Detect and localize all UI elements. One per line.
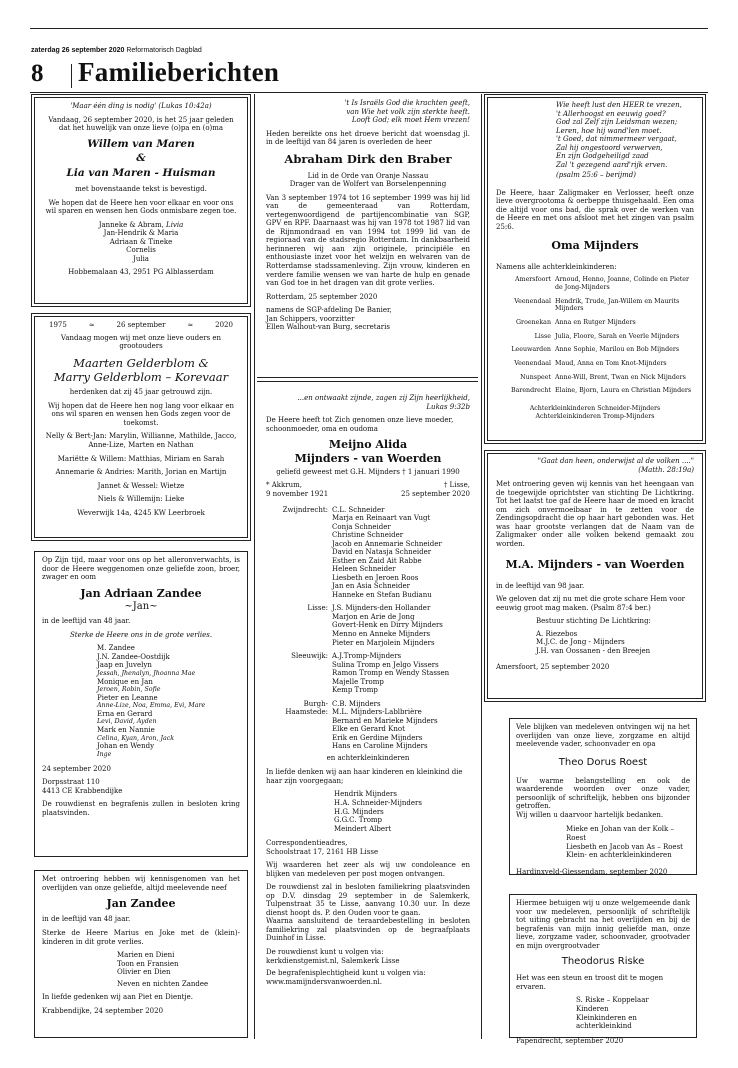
notice-titles: Lid in de Orde van Oranje Nassau Drager van de Wolfert van Borselenpenning	[289, 171, 447, 189]
family-line: Jan-Hendrik & Maria	[103, 229, 179, 238]
header-date: zaterdag 26 september 2020	[31, 47, 125, 54]
family-line: Inge	[97, 750, 112, 758]
notice-place-date: Hardinxveld-Giessendam, september 2020	[516, 867, 668, 876]
notice-grandkids: en achterkleinkinderen	[326, 753, 410, 762]
notice-name: Theodorus Riske	[561, 956, 645, 968]
family-line: J.N. Zandee-Oostdijk	[97, 652, 170, 661]
family-line: Mark en Nannie	[97, 726, 155, 735]
board-list: Bestuur stichting De Lichtkring: A. Riezebos M.J.C. de Jong - Mijnders J.H. van Oossanen - den Breejen	[536, 617, 651, 655]
notice-verse: 't Is Israëls God die krachten geeft, van Wie het volk zijn sterkte heeft. Looft God; elk moet Hem vrezen!	[344, 99, 470, 125]
notice-text: Wij waarderen het zeer als wij uw condoleance en blijken van medeleven per post mogen ontvangen.	[266, 861, 470, 878]
notice-name: Maarten Gelderblom & Marry Gelderblom – Korevaar	[53, 355, 229, 384]
family-line: Pieter en Leanne	[97, 693, 158, 702]
notice-intro: Vandaag mogen wij met onze lieve ouders en grootouders	[60, 333, 222, 351]
notice-funeral: De rouwdienst en begrafenis zullen in besloten kring plaatsvinden.	[42, 800, 240, 817]
notice-address: Weverwijk 14a, 4245 KW Leerbroek	[77, 508, 205, 517]
header-bottom-rule	[30, 92, 708, 93]
family-line: M. Zandee	[97, 644, 135, 653]
notice-amp: &	[136, 152, 146, 165]
correspondence-address: Correspondentieadres, Schoolstraat 17, 2161 HB Lisse	[266, 839, 379, 856]
notice-name: Meijno Alida Mijnders - van Woerden	[294, 438, 442, 465]
notice-stream: De rouwdienst kunt u volgen via: kerkdienstgemist.nl, Salemkerk Lisse	[266, 947, 400, 965]
family-group: Veenendaal Hendrik, Trude, Jan-Willem en Maurits Mijnders	[514, 297, 680, 313]
family-line: Niels & Willemijn: Lieke	[97, 495, 185, 504]
notice-memory: In liefde denken wij aan haar kinderen en kleinkind die haar zijn voorgegaan;	[266, 768, 463, 785]
notice-text: Namens alle achterkleinkinderen:	[496, 262, 617, 271]
family-line: Levi, David, Ayden	[97, 718, 157, 726]
notice-closing: Achterkleinkinderen Schneider-Mijnders Achterkleinkinderen Tromp-Mijnders	[529, 405, 661, 420]
header-dateline	[31, 47, 202, 54]
notice-divider	[257, 377, 478, 378]
notice-verse: "Gaat dan heen, onderwijst al de volken ...." (Matth. 28:19a)	[537, 457, 694, 474]
family-group: Sleeuwijk: A.J.Tromp-Mijnders Sulina Tromp en Jelgo Vissers Ramon Tromp en Wendy Stassen Majelle Tromp Kemp Tromp	[291, 652, 450, 695]
anniversary-dates: 1975 ≈ 26 september ≈ 2020	[49, 321, 233, 329]
memorial-website-link[interactable]: www.mamijndersvanwoerden.nl.	[266, 977, 382, 986]
notice-intro: Heden bereikte ons het droeve bericht dat woensdag jl. in de leeftijd van 84 jaren is overleden de heer	[266, 129, 470, 147]
notice-service: De rouwdienst zal in besloten familiekring plaatsvinden op D.V. dinsdag 29 september in de Salemkerk, Tulpenstraat 35 te Lisse, aanvang 10.30 uur. In deze dienst hoopt ds. P. den Ouden voor te gaan.	[266, 883, 470, 917]
header-paper: Reformatorisch Dagblad	[126, 47, 202, 54]
family-list: Mieke en Johan van der Kolk – Roest Liesbeth en Jacob van As – Roest Klein- en achterkleinkinderen	[566, 825, 683, 860]
notice-text: Het was een steun en troost dit te mogen ervaren.	[516, 974, 664, 991]
notice-van-maren	[34, 97, 248, 304]
notice-body: Van 3 september 1974 tot 16 september 1999 was hij lid van de gemeenteraad van Rotterdam, vertegenwoordigend de partijencombinatie van SGP, GPV en RPF. Daarnaast was hij van 1978 tot 1987 lid van de Rijnmondraad en van 1994 tot 1999 lid van de regioraad van de stadsregio Rotterdam. In dankbaarheid herinneren wij aan zijn originele, principiële en enthousiaste inzet voor het welzijn en welvaren van de Rotterdamse stadssamenleving. Zijn vrouw, kinderen en verdere familie wensen we van harte de hulp en genade van God toe in het dragen van dit grote verlies.	[266, 193, 470, 288]
notice-jan-zandee	[34, 870, 248, 1038]
family-line: Annemarie & Andries: Marith, Jorian en Martijn	[55, 468, 227, 477]
notice-name: Theo Dorus Roest	[558, 756, 648, 768]
family-list: S. Riske – Koppelaar Kinderen Kleinkinderen en achterkleinkind	[576, 996, 649, 1031]
notice-verse: Sterke de Heere ons in de grote verlies.	[69, 630, 213, 639]
notice-place-date: Rotterdam, 25 september 2020	[266, 292, 378, 301]
notice-verse-ref: (psalm 25:6 – berijmd)	[556, 171, 636, 180]
notice-intro: Vandaag, 26 september 2020, is het 25 jaar geleden dat het huwelijk van onze lieve (o)pa en (o)ma	[48, 115, 234, 133]
family-line: Monique en Jan	[97, 677, 153, 686]
notice-age: in de leeftijd van 48 jaar.	[42, 617, 131, 626]
notice-place-date: Papendrecht, september 2020	[516, 1036, 624, 1045]
notice-address: Hobbemalaan 43, 2951 PG Alblasserdam	[68, 268, 214, 277]
family-line: Mariëtte & Willem: Matthias, Miriam en Sarah	[57, 454, 225, 463]
notice-name: Lia van Maren - Huisman	[66, 167, 216, 180]
notice-roest	[509, 718, 697, 875]
notice-name: Jan Adriaan Zandee	[80, 586, 202, 600]
family-line: Anne-Lize, Noa, Emma, Evi, Mare	[97, 702, 206, 710]
notice-address: Dorpsstraat 110 4413 CE Krabbendijke	[42, 778, 123, 795]
notice-intro: De Heere, haar Zaligmaker en Verlosser, heeft onze lieve overgrootoma & oerbeppe thuisgehaald. Een oma die altijd voor ons bad, die sprak over de werken van de Heere en met ons afsloot met het zingen van psalm 25:6.	[496, 188, 694, 231]
notice-name: M.A. Mijnders - van Woerden	[505, 558, 685, 572]
family-group: Amersfoort Arnoud, Henno, Joanne, Colinde en Pieter de Jong-Mijnders	[515, 276, 690, 292]
notice-gelderblom	[34, 316, 248, 538]
family-list	[42, 644, 240, 758]
family-line: Janneke & Abram, Livia	[98, 220, 184, 229]
notice-nickname: ~Jan~	[124, 601, 158, 612]
family-line: Jessah, Jhenalyn, Jhoanna Mae	[97, 669, 196, 677]
family-group: Nunspeet Anne-Will, Brent, Twan en Nick Mijnders	[520, 373, 686, 381]
family-line: Neven en nichten Zandee	[117, 979, 209, 988]
family-group: Burgh-Haamstede: C.B. Mijnders M.L. Mijnders-Lablbrière Bernard en Marieke Mijnders Elke en Gerard Knot Erik en Gerdine Mijnders Hans en Caroline Mijnders	[285, 699, 438, 751]
family-line: Cornelis	[126, 246, 156, 255]
notice-divider	[257, 381, 478, 382]
notice-burial: Waarna aansluitend de teraardebestelling in besloten familiekring zal plaatsvinden op de begraafplaats Duinhof in Lisse.	[266, 917, 470, 943]
notice-place-date: Amersfoort, 25 september 2020	[496, 663, 610, 672]
section-title: Familieberichten	[78, 57, 280, 87]
family-group: Zwijndrecht: C.L. Schneider Marja en Reinaart van Vugt Conja Schneider Christine Schneider Jacob en Annemarie Schneider David en Natasja Schneider Esther en Zaid Ait Rabbe Heleen Schneider Liesbeth en Jeroen Roos Jan en Asia Schneider Hanneke en Stefan Budianu	[282, 505, 442, 599]
notice-intro: Op Zijn tijd, maar voor ons op het alleronverwachts, is door de Heere weggenomen onze geliefde zoon, broer, zwager en oom	[42, 556, 240, 582]
notice-name: Abraham Dirk den Braber	[284, 151, 452, 166]
notice-date: 24 september 2020	[42, 764, 111, 773]
notice-place-date: Krabbendijke, 24 september 2020	[42, 1006, 164, 1015]
notice-age: in de leeftijd van 48 jaar.	[42, 915, 131, 924]
family-line: Jeroen, Robin, Sofie	[97, 686, 161, 694]
notice-lichtkring	[487, 453, 703, 699]
notice-text: met bovenstaande tekst is bevestigd.	[75, 184, 207, 193]
notice-text: We hopen dat de Heere hen voor elkaar en voor ons wil sparen en wensen hen Gods onmisbare zegen toe.	[45, 198, 237, 216]
family-line: Johan en Wendy	[97, 742, 155, 751]
page-number: 8	[31, 60, 44, 87]
family-line: Jaap en Juvelyn	[97, 661, 152, 670]
column-divider-2	[481, 94, 482, 1039]
family-line: Celina, Kyan, Aron, Jack	[97, 734, 175, 742]
notice-text: herdenken dat zij 45 jaar getrouwd zijn.	[69, 388, 213, 397]
notice-dates: * Akkrum, 9 november 1921 † Lisse, 25 september 2020	[266, 481, 470, 498]
family-line: Olivier en Dien	[117, 968, 171, 977]
family-list	[43, 221, 239, 264]
notice-text: Sterke de Heere Marius en Joke met de (klein)-kinderen in dit grote verlies.	[42, 929, 240, 946]
notice-intro: Hiermee betuigen wij u onze welgemeende dank voor uw medeleven, persoonlijk of schriftelijk tot uiting gebracht na het overlijden en bij de begrafenis van mijn innig geliefde man, onze lieve, zorgzame vader, schoonvader, grootvader en mijn overgrootvader	[516, 899, 690, 950]
notice-signature: namens de SGP-afdeling De Banier, Jan Schippers, voorzitter Ellen Walhout-van Burg, secretaris	[266, 306, 392, 332]
notice-text: Uw warme belangstelling en ook de waarderende woorden over onze vader, persoonlijk of schriftelijk, hebben ons bijzonder getroffen.	[516, 776, 690, 811]
family-group: Groenekan Anna en Rutger Mijnders	[516, 319, 636, 327]
family-line: Nelly & Bert-Jan: Marylin, Willianne, Mathilde, Jacco, Anne-Lize, Marten en Nathan	[45, 432, 237, 449]
notice-oma-mijnders	[487, 97, 703, 441]
notice-name: Oma Mijnders	[551, 239, 639, 253]
header-separator	[71, 64, 72, 88]
column-divider-1	[254, 94, 255, 1039]
notice-name: Jan Zandee	[106, 897, 176, 911]
notice-text: In liefde gedenken wij aan Piet en Dientje.	[42, 993, 193, 1002]
notice-quote: 'Maar één ding is nodig' (Lukas 10:42a)	[70, 102, 212, 110]
notice-verse: ...en ontwaakt zijnde, zagen zij Zijn heerlijkheid, Lukas 9:32b	[297, 394, 470, 411]
notice-text: Wij willen u daarvoor hartelijk bedanken.	[516, 810, 664, 819]
family-line: Marien en Dieni	[117, 951, 175, 960]
notice-widow: geliefd geweest met G.H. Mijnders † 1 januari 1990	[276, 467, 460, 476]
notice-jan-adriaan-zandee	[34, 551, 248, 857]
notice-verse: Wie heeft lust den HEER te vrezen, 't Allerhoogst en eeuwig goed? God zal Zelf zijn Leidsman wezen; Leren, hoe hij wand'len moet. 't Goed, dat nimmermeer vergaat, Zal hij ongestoord verwerven, En zijn Godgeheiligd zaad Zal 't gezegend aard'rijk erven.	[556, 101, 682, 169]
notice-age: in de leeftijd van 98 jaar.	[496, 581, 585, 590]
notice-intro: Vele blijken van medeleven ontvingen wij na het overlijden van onze lieve, zorgzame en altijd meelevende vader, schoonvader en opa	[516, 723, 690, 749]
family-list	[42, 951, 240, 988]
family-line: Erna en Gerard	[97, 709, 153, 718]
memory-list: Hendrik Mijnders H.A. Schneider-Mijnders H.G. Mijnders G.G.C. Tromp Meindert Albert	[334, 790, 422, 833]
family-group: Barendrecht Elaine, Bjorn, Laura en Christian Mijnders	[510, 387, 692, 395]
family-group: Lisse Julia, Floore, Sarah en Veerle Mijnders	[534, 332, 680, 340]
family-group: Leeuwarden Anne Sophie, Marilou en Bob Mijnders	[511, 346, 680, 354]
notice-riske	[509, 894, 697, 1045]
header-top-rule	[30, 28, 708, 29]
family-line: Adriaan & Tineke	[109, 237, 173, 246]
family-group: Veenendaal Maud, Anna en Tom Knot-Mijnders	[514, 360, 667, 368]
notice-link: De begrafenisplechtigheid kunt u volgen via: www.mamijndersvanwoerden.nl.	[266, 969, 470, 986]
family-line: Toon en Fransien	[117, 959, 179, 968]
family-line: Julia	[133, 254, 149, 263]
notice-text: We geloven dat zij nu met die grote schare Hem voor eeuwig groot mag maken. (Psalm 87:4 ber.)	[496, 595, 686, 612]
family-line: Jannet & Wessel: Wietze	[97, 481, 185, 490]
notice-intro: Met ontroering geven wij kennis van het heengaan van de toegewijde oprichtster van stichting De Lichtkring. Tot het laatst toe gaf de Heere haar de moed en kracht om zich onvermoeibaar in te zetten voor de Zendingsopdracht die op haar hart gebonden was. Het was haar grootste verlangen dat de Naam van de Zaligmaker onder alle volken bekend gemaakt zou worden.	[496, 480, 694, 548]
notice-text: Wij hopen dat de Heere hen nog lang voor elkaar en ons wil sparen en wensen hen Gods zegen voor de toekomst.	[47, 401, 235, 427]
family-group: Lisse: J.S. Mijnders-den Hollander Marjon en Arie de Jong Govert-Henk en Dirry Mijnders Menno en Anneke Mijnders Pieter en Marjolein Mijnders	[307, 604, 443, 647]
notice-intro: De Heere heeft tot Zich genomen onze lieve moeder, schoonmoeder, oma en oudoma	[266, 416, 454, 433]
notice-intro: Met ontroering hebben wij kennisgenomen van het overlijden van onze geliefde, altijd meelevende neef	[42, 875, 240, 892]
notice-den-braber	[260, 97, 476, 369]
notice-name: Willem van Maren	[87, 137, 195, 150]
notice-mijnders-van-woerden	[260, 392, 476, 1038]
